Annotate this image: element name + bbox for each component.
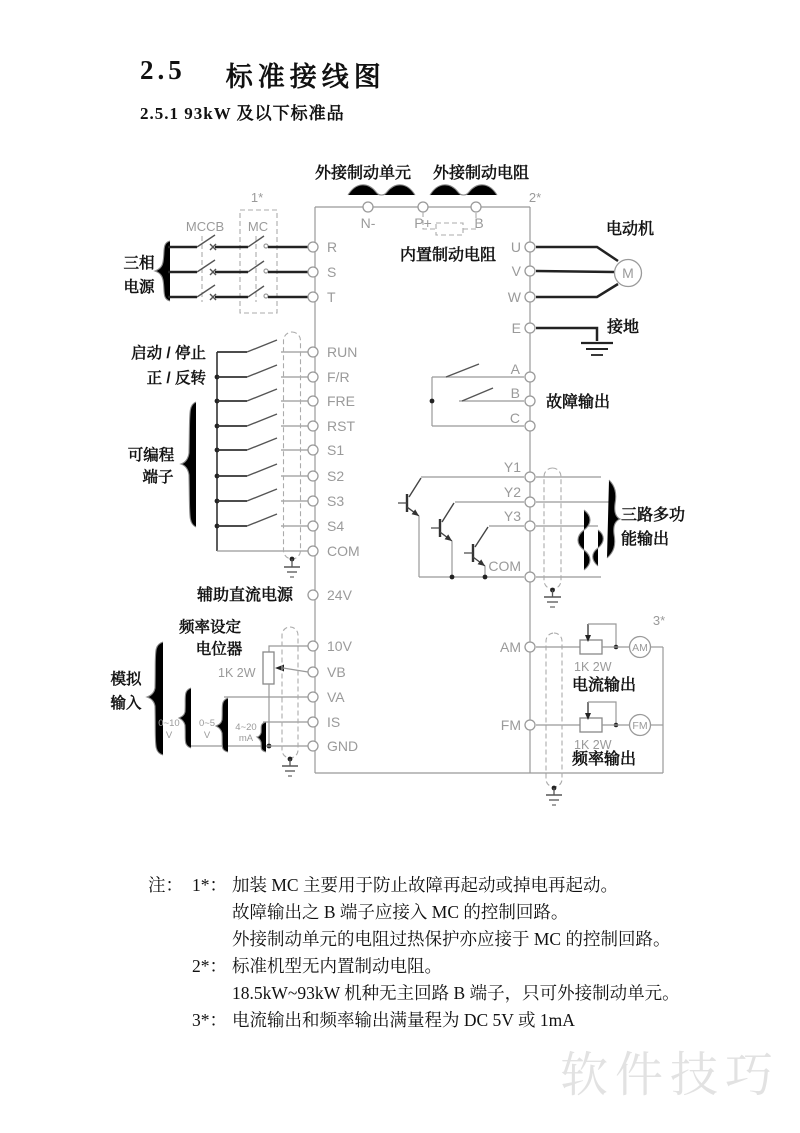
label-external-brake-unit: 外接制动单元 — [314, 165, 412, 182]
terminal-label-10v: 10V — [327, 638, 352, 654]
label-motor: 电动机 — [606, 221, 655, 238]
label-ground: 接地 — [607, 319, 640, 336]
label-programmable-1: 可编程 — [127, 447, 175, 464]
terminal-label-s1: S1 — [327, 442, 345, 458]
note-ref-3: 3* — [652, 613, 666, 628]
terminal-label-w: W — [507, 289, 521, 305]
terminal-label-b: B — [510, 385, 520, 401]
shield-cable-analog — [282, 627, 298, 758]
note-ref-2: 2* — [528, 190, 542, 205]
note-row — [148, 926, 748, 953]
wire-w — [536, 284, 618, 297]
terminal-label-y2: Y2 — [503, 484, 521, 500]
wavy-1 — [578, 510, 590, 570]
terminal-label-gnd: GND — [327, 738, 359, 754]
terminal-p-plus — [418, 202, 428, 212]
terminal-c — [525, 421, 535, 431]
label-mc: MC — [247, 219, 269, 234]
note-row — [148, 980, 748, 1007]
note-row — [148, 953, 748, 980]
note1-ref: 1*： — [192, 875, 227, 895]
note3-line1: 电流输出和频率输出满量程为 DC 5V 或 1mA — [232, 1010, 575, 1030]
terminal-gnd — [308, 741, 318, 751]
ground-symbol-yout — [544, 590, 561, 607]
wavy-2 — [593, 530, 604, 566]
ground-symbol-meters — [546, 788, 562, 805]
terminal-label-c: C — [509, 410, 520, 426]
brace-multi-output — [607, 480, 620, 558]
page-title — [140, 55, 386, 94]
terminal-label-a: A — [510, 361, 520, 377]
wire-u — [536, 247, 618, 261]
terminal-label-is: IS — [327, 714, 341, 730]
label-analog-2: 输入 — [110, 695, 142, 712]
terminal-label-u: U — [510, 239, 521, 255]
brace-range4 — [257, 722, 266, 752]
label-analog-1: 模拟 — [110, 671, 142, 688]
note-row — [148, 872, 748, 899]
label-fault-output: 故障输出 — [546, 394, 611, 411]
note3-ref: 3*： — [192, 1010, 227, 1030]
note-row — [148, 1007, 748, 1034]
terminal-am — [525, 642, 535, 652]
terminal-10v — [308, 641, 318, 651]
terminal-u — [525, 242, 535, 252]
terminal-label-ycom: COM — [488, 558, 521, 574]
label-freq-set-2: 电位器 — [195, 641, 243, 658]
motor-m: M — [622, 265, 634, 281]
label-fwd-rev: 正 / 反转 — [146, 370, 206, 387]
terminal-e — [525, 323, 535, 333]
terminal-label-n-minus: N- — [360, 215, 376, 231]
brace-range3 — [216, 698, 228, 752]
terminal-label-vb: VB — [327, 664, 346, 680]
terminal-t — [308, 292, 318, 302]
terminal-label-v: V — [511, 263, 521, 279]
phase-wires — [168, 235, 308, 300]
terminal-s — [308, 267, 318, 277]
terminal-label-fre: FRE — [327, 393, 355, 409]
terminal-ycom — [525, 572, 535, 582]
ground-symbol-digital — [284, 559, 300, 577]
terminal-label-run: RUN — [327, 344, 358, 360]
terminal-label-24v: 24V — [327, 587, 352, 603]
terminal-label-b: B — [474, 215, 484, 231]
input-switch-rows — [215, 340, 308, 551]
terminal-n-minus — [363, 202, 373, 212]
terminal-b — [471, 202, 481, 212]
terminal-label-va: VA — [327, 689, 345, 705]
shield-cable-yout — [544, 468, 561, 589]
brace-brake-resistor — [430, 185, 497, 195]
am-rating: 1K 2W — [574, 660, 612, 674]
range-0-10: 0~10 — [158, 718, 180, 729]
range-0-5: 0~5 — [198, 718, 216, 729]
digital-terminals — [308, 347, 318, 556]
wire-v — [536, 271, 614, 272]
terminal-label-p-plus: P+ — [414, 215, 432, 231]
wire-e-ground — [536, 328, 597, 341]
terminal-label-fr: F/R — [327, 369, 350, 385]
label-freq-output: 频率输出 — [572, 751, 637, 768]
label-three-phase-2: 电源 — [123, 279, 155, 296]
shield-cable-meters — [546, 633, 562, 787]
section-number: 2.5 — [140, 55, 186, 85]
am-meter-label: AM — [632, 642, 648, 654]
terminal-w — [525, 292, 535, 302]
terminal-is — [308, 717, 318, 727]
label-internal-brake-resistor: 内置制动电阻 — [400, 247, 497, 264]
potentiometer — [263, 652, 274, 684]
terminal-label-s: S — [327, 264, 337, 280]
terminal-y3 — [525, 521, 535, 531]
range-0-10-v: V — [165, 730, 173, 741]
shield-cable-digital — [284, 332, 301, 559]
wire-10v — [269, 646, 308, 652]
ground-symbol-main — [581, 343, 613, 355]
wiring-diagram — [0, 150, 800, 830]
range-0-5-v: V — [203, 730, 211, 741]
label-current-output: 电流输出 — [572, 677, 637, 694]
terminal-label-am: AM — [500, 639, 521, 655]
label-programmable-2: 端子 — [142, 469, 174, 486]
ground-symbol-analog — [282, 759, 298, 776]
brace-three-phase — [155, 241, 170, 301]
terminal-label-rst: RST — [327, 418, 355, 434]
note2-line2: 18.5kW~93kW 机种无主回路 B 端子，只可外接制动单元。 — [232, 983, 680, 1003]
label-aux-dc: 辅助直流电源 — [197, 587, 294, 604]
notes-prefix: 注： — [148, 875, 183, 895]
label-external-brake-resistor: 外接制动电阻 — [432, 165, 530, 182]
note1-line1: 加装 MC 主要用于防止故障再起动或掉电再起动。 — [232, 875, 618, 895]
terminal-label-r: R — [327, 239, 338, 255]
footnotes — [148, 872, 748, 1034]
terminal-vb — [308, 667, 318, 677]
terminal-fm — [525, 720, 535, 730]
brace-range2 — [179, 688, 191, 748]
terminal-va — [308, 692, 318, 702]
internal-resistor-symbol — [436, 223, 463, 235]
terminal-label-y1: Y1 — [503, 459, 521, 475]
note2-ref: 2*： — [192, 956, 227, 976]
label-mccb: MCCB — [185, 219, 225, 234]
terminal-r — [308, 242, 318, 252]
terminal-v — [525, 266, 535, 276]
brace-brake-unit — [348, 185, 415, 195]
terminal-label-s4: S4 — [327, 518, 345, 534]
wire-vb — [283, 668, 308, 672]
label-three-phase-1: 三相 — [123, 255, 155, 272]
brace-programmable — [181, 402, 196, 527]
terminal-label-com: COM — [327, 543, 360, 559]
terminal-a — [525, 372, 535, 382]
label-multi-output-2: 能输出 — [621, 531, 670, 548]
label-freq-set-1: 频率设定 — [178, 619, 242, 636]
terminal-label-y3: Y3 — [503, 508, 521, 524]
label-multi-output-1: 三路多功 — [621, 507, 686, 524]
note2-line1: 标准机型无内置制动电阻。 — [232, 956, 442, 976]
brace-analog — [147, 642, 163, 755]
terminal-label-fm: FM — [500, 717, 521, 733]
note-row — [148, 899, 748, 926]
terminal-label-s3: S3 — [327, 493, 345, 509]
label-start-stop: 启动 / 停止 — [131, 345, 206, 362]
section-title: 标准接线图 — [225, 62, 386, 92]
fm-rating: 1K 2W — [574, 738, 612, 752]
watermark: 软件技巧 — [560, 1049, 781, 1102]
fm-meter-label: FM — [632, 720, 648, 732]
terminal-label-e: E — [511, 320, 521, 336]
terminal-y1 — [525, 472, 535, 482]
subsection-title: 2.5.1 93kW 及以下标准品 — [140, 104, 345, 123]
range-4-20: 4~20 — [235, 722, 257, 733]
range-4-20-ma: mA — [238, 733, 254, 744]
terminal-label-t: T — [327, 289, 336, 305]
note-ref-1: 1* — [250, 190, 264, 205]
note1-line3: 外接制动单元的电阻过热保护亦应接于 MC 的控制回路。 — [232, 929, 671, 949]
terminal-24v — [308, 590, 318, 600]
terminal-y2 — [525, 497, 535, 507]
note1-line2: 故障输出之 B 端子应接入 MC 的控制回路。 — [232, 902, 569, 922]
terminal-b-relay — [525, 396, 535, 406]
terminal-label-s2: S2 — [327, 468, 345, 484]
pot-wiper-arrow — [275, 665, 284, 672]
pot-rating: 1K 2W — [218, 666, 256, 680]
